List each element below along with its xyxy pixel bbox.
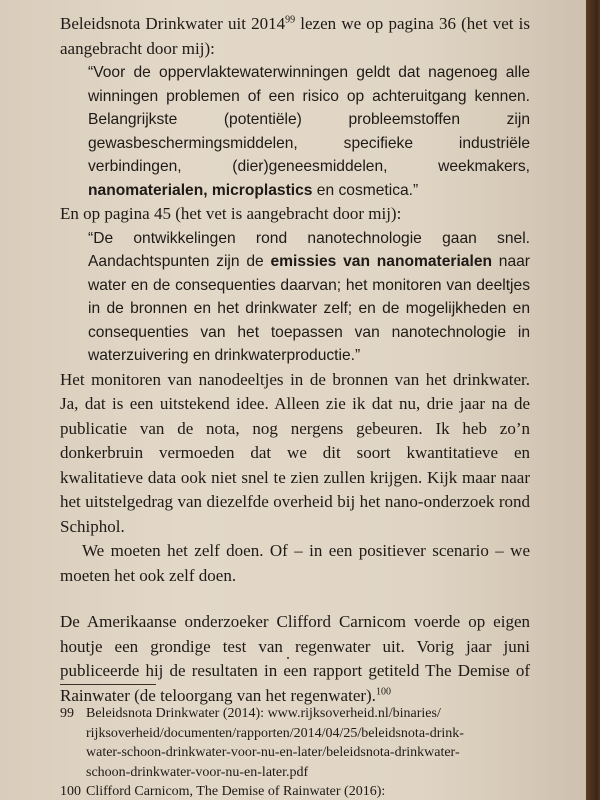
page-edge-shadow: [586, 0, 598, 800]
footnote-99: 99 Beleidsnota Drinkwater (2014): www.rijksoverheid.nl/binaries/ rijksoverheid/documenten/rapporten/2014/04/25/beleidsnota-drink- water-schoon-drinkwater-voor-nu-en-later/beleidsnota-drinkwater- schoon-drinkwater-voor-nu-en-later.pdf: [60, 706, 464, 780]
body-text: [60, 12, 530, 708]
page-45-intro: En op pagina 45 (het vet is aangebracht door mij):: [60, 204, 402, 223]
carnicom-paragraph: De Amerikaanse onderzoeker Clifford Carnicom voerde op eigen houtje een grondige test van regenwater uit. Vorig jaar juni publiceerde hij de resultaten in een rapport getiteld The Demise of Rainwater (de teloorgang van het regenwater).$^{100}$: [60, 612, 530, 705]
quote-2-bold: emissies van nanomaterialen: [270, 253, 493, 270]
footnote-ref-100: 100: [375, 685, 391, 697]
footnote-rule: [60, 684, 156, 685]
do-it-ourselves-paragraph: We moeten het zelf doen. Of – in een positiever scenario – we moeten het ook zelf doen.: [60, 541, 530, 585]
monitoring-paragraph: Het monitoren van nanodeeltjes in de bronnen van het drinkwater. Ja, dat is een uitstekend idee. Alleen zie ik dat nu, drie jaar na de publicatie van de nota, nog nergens gebeuren. Ik heb zo’n donkerbruin vermoeden dat we dit soort kwantitatieve en kwalitatieve data ook niet snel te zien zullen krijgen. Kijk maar naar het uitstelgedrag van diezelfde overheid bij het nano-onderzoek rond Schiphol.: [60, 369, 530, 536]
intro-paragraph: Beleidsnota Drinkwater uit 2014$^{99}$ lezen we op pagina 36 (het vet is aangebracht door mij):: [60, 14, 530, 58]
quote-2: “De ontwikkelingen rond nanotechnologie gaan snel. Aandachtspunten zijn de emissies van nanomaterialen naar water en de consequenties daarvan; het monitoren van deeltjes in de bronnen en het drinkwater zelf; en de mogelijkheden en consequenties van het toepassen van nanotechnologie in waterzuivering en drinkwaterproductie.”: [88, 229, 530, 364]
footnote-100: 100 Clifford Carnicom, The Demise of Rainwater (2016):: [60, 784, 386, 799]
quote-1-bold: nanomaterialen, microplastics: [88, 181, 313, 199]
ink-speck: [287, 657, 289, 659]
quote-1: “Voor de oppervlaktewaterwinningen geldt dat nagenoeg alle winningen problemen of een risico op achteruitgang kennen. Belangrijkste (potentiële) probleemstoffen zijn gewasbeschermingsmiddelen, specifieke industriële verbindingen, (dier)geneesmiddelen, weekmakers, nanomaterialen, microplastics en cosmetica.”: [88, 64, 530, 199]
footnote-ref-99: 99: [285, 14, 296, 26]
